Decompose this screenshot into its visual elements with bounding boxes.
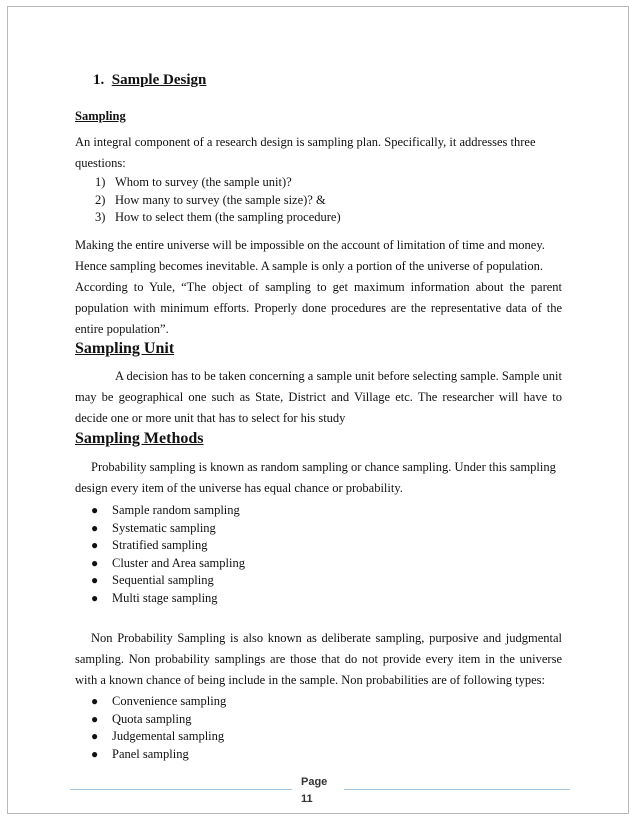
sampling-heading: Sampling — [75, 109, 126, 123]
sampling-unit-para: A decision has to be taken concerning a sample unit before selecting sample. Sample unit may be geographical one such as State, District and Village etc. The researcher will have to decide one or more unit that has to select for his study — [75, 369, 562, 425]
list-item: 2) How many to survey (the sample size)? & — [95, 192, 326, 207]
bullet-icon: ● — [91, 503, 99, 517]
page-label-text: Page — [301, 776, 328, 788]
bullet-icon: ● — [91, 555, 99, 570]
list-item: ● Judgemental sampling — [75, 728, 562, 746]
sampling-para-3: According to Yule, “The object of sampling to get maximum information about the parent population with minimum efforts. Properly done procedures are the representative data of the entire population”. — [75, 280, 562, 336]
sampling-intro: An integral component of a research design is sampling plan. Specifically, it addresses three questions: — [75, 135, 536, 170]
bullet-icon: ● — [91, 538, 99, 552]
list-item: ● Cluster and Area sampling — [75, 555, 562, 573]
list-item: 3) How to select them (the sampling procedure) — [95, 210, 341, 224]
list-item: 1) Whom to survey (the sample unit)? — [95, 175, 292, 189]
list-item: ● Panel sampling — [75, 746, 562, 764]
bullet-icon: ● — [91, 694, 99, 708]
sampling-unit-heading: Sampling Unit — [75, 340, 175, 357]
list-item: ● Multi stage sampling — [75, 590, 562, 608]
bullet-icon: ● — [91, 520, 99, 535]
sampling-methods-heading: Sampling Methods — [75, 430, 204, 447]
page-number — [301, 774, 327, 808]
page-number-value: 11 — [301, 793, 313, 805]
bullet-icon: ● — [91, 573, 99, 587]
footer-rule-left — [70, 789, 292, 790]
non-probability-list — [75, 693, 562, 763]
bullet-icon: ● — [91, 729, 99, 743]
list-item: ● Quota sampling — [75, 711, 562, 729]
probability-list — [75, 502, 562, 607]
list-item: ● Convenience sampling — [75, 693, 562, 711]
questions-list — [95, 174, 555, 227]
bullet-icon: ● — [91, 746, 99, 761]
section-title: Sample Design — [111, 72, 207, 88]
bullet-icon: ● — [91, 711, 99, 726]
list-item: ● Sample random sampling — [75, 502, 562, 520]
footer-rule-right — [344, 789, 570, 790]
non-probability-para: Non Probability Sampling is also known as deliberate sampling, purposive and judgmental sampling. Non probability samplings are those that do not provide every item in the universe with a known chance of being include in the sample. Non probabilities are of following types: — [75, 631, 562, 687]
bullet-icon: ● — [91, 590, 99, 605]
list-item: ● Sequential sampling — [75, 572, 562, 590]
probability-para: Probability sampling is known as random sampling or chance sampling. Under this sampling design every item of the universe has equal chance or probability. — [75, 460, 556, 495]
section-number: 1. — [93, 72, 105, 88]
section-heading — [93, 72, 206, 89]
sampling-para-2: Making the entire universe will be impossible on the account of limitation of time and money. Hence sampling becomes inevitable. A sample is only a portion of the universe of population. — [75, 238, 545, 273]
list-item: ● Stratified sampling — [75, 537, 562, 555]
list-item: ● Systematic sampling — [75, 520, 562, 538]
